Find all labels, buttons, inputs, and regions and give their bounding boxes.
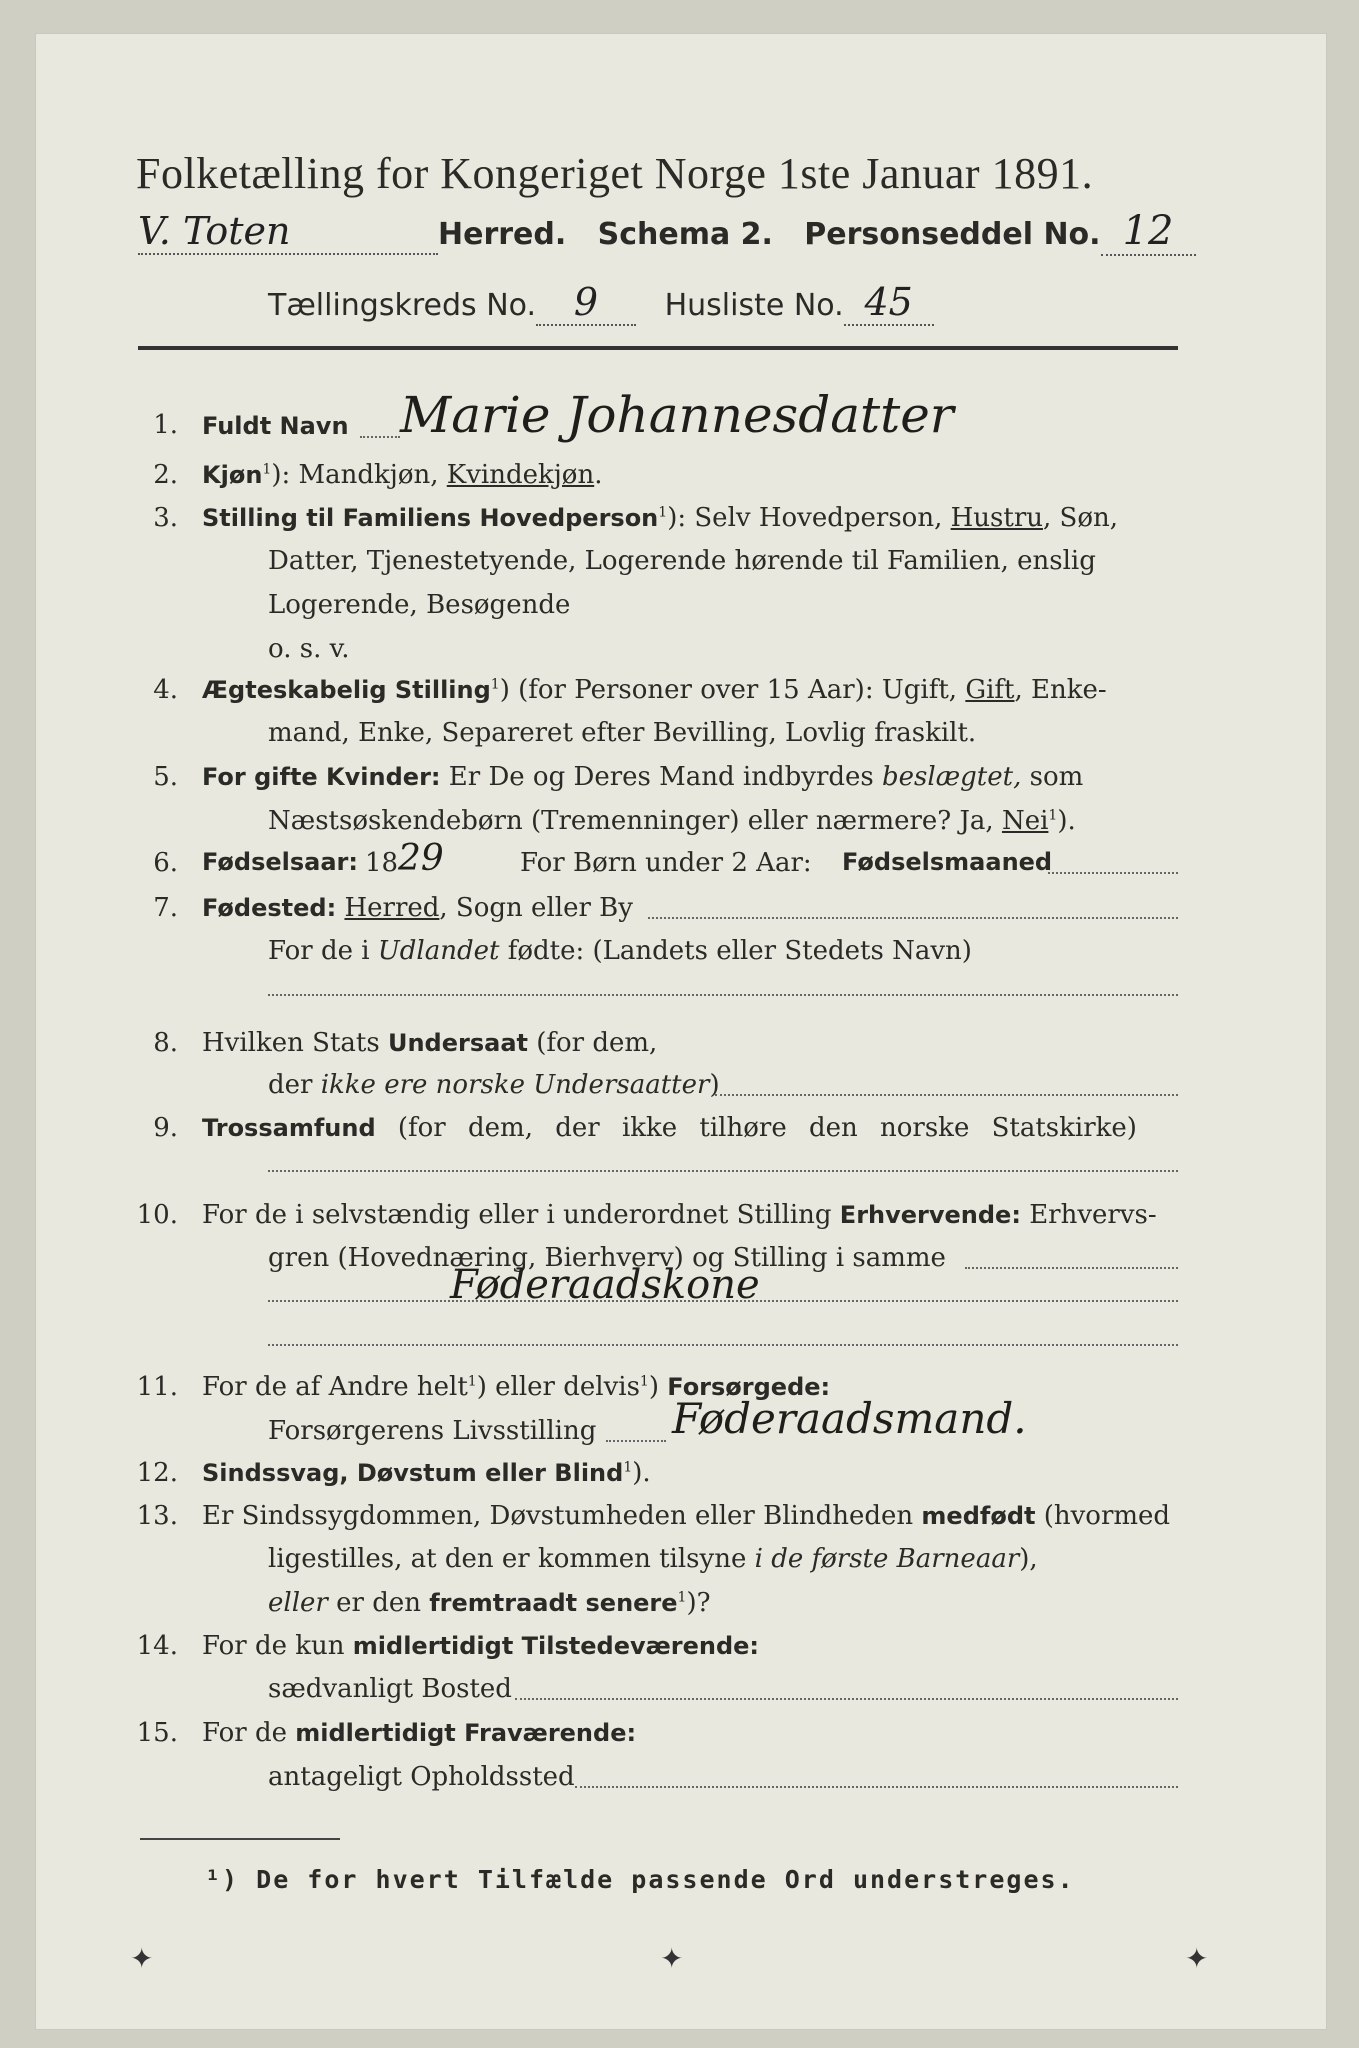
item-text: Hvilken Stats xyxy=(202,1028,388,1058)
item-text: ikke ere norske Undersaatter xyxy=(320,1070,710,1100)
handwritten-year: 29 xyxy=(398,838,444,879)
header-rule xyxy=(138,346,1178,350)
item-label: For gifte Kvinder: xyxy=(202,763,441,791)
item-number: 8. xyxy=(153,1028,178,1058)
header-line-herred xyxy=(138,208,1196,256)
footnote-ref: 1 xyxy=(639,1373,649,1390)
fill-line xyxy=(1048,872,1178,874)
item-text: ), xyxy=(1019,1544,1038,1574)
fill-line xyxy=(715,1094,1178,1096)
selected-option: Gift xyxy=(965,675,1015,705)
item-number: 2. xyxy=(153,460,178,490)
selected-option: Kvindekjøn xyxy=(446,460,595,490)
item-text: i de første Barneaar xyxy=(754,1544,1020,1574)
item-text: antageligt Opholdssted xyxy=(268,1762,575,1792)
footnote-ref: 1 xyxy=(490,676,500,693)
item-number: 14. xyxy=(136,1631,178,1661)
fill-line xyxy=(575,1786,1178,1788)
item-number: 7. xyxy=(153,893,178,923)
fill-line xyxy=(606,1440,666,1442)
item-text: ) (for Personer over 15 Aar): Ugift, xyxy=(499,675,966,705)
item-label: midlertidigt Fraværende: xyxy=(295,1719,637,1747)
item-label: midlertidigt Tilstedeværende: xyxy=(352,1632,760,1660)
item-number: 15. xyxy=(136,1718,178,1748)
item-text: som xyxy=(1021,762,1084,792)
item-text: (for dem, xyxy=(527,1028,658,1058)
item-number: 10. xyxy=(136,1200,178,1230)
husliste-value: 45 xyxy=(844,280,934,326)
item-text: (for dem, der ikke tilhøre den norske Statskirke) xyxy=(375,1113,1137,1143)
item-text: For Børn under 2 Aar: xyxy=(520,848,812,878)
year-prefix: 18 xyxy=(365,848,399,878)
item-text: Næstsøskendebørn (Tremenninger) eller nærmere? Ja, xyxy=(268,806,1002,836)
item-text: Datter, Tjenestetyende, Logerende hørende til Familien, enslig xyxy=(268,546,1096,576)
item-label: fremtraadt senere xyxy=(429,1589,678,1617)
fill-line xyxy=(515,1698,1178,1700)
item-label: Fuldt Navn xyxy=(202,412,349,440)
item-text: der xyxy=(268,1070,321,1100)
item-label: Fødested: xyxy=(202,894,337,922)
footnote-ref: 1 xyxy=(1048,807,1058,824)
item-number: 5. xyxy=(153,762,178,792)
personseddel-value: 12 xyxy=(1101,208,1196,256)
item-text: Erhvervs- xyxy=(1020,1200,1157,1230)
item-label: Forsørgede: xyxy=(667,1373,831,1401)
item-label: Sindssvag, Døvstum eller Blind xyxy=(202,1459,624,1487)
footnote-ref: 1 xyxy=(467,1373,477,1390)
item-text: ): Selv Hovedperson, xyxy=(667,503,951,533)
item-text: Forsørgerens Livsstilling xyxy=(268,1416,597,1446)
handwritten-occupation: Føderaadskone xyxy=(450,1262,760,1308)
item-text: . xyxy=(594,460,603,490)
item-text: o. s. v. xyxy=(268,634,350,664)
kreds-value: 9 xyxy=(536,280,636,326)
form-title: Folketælling for Kongeriget Norge 1ste Januar 1891. xyxy=(136,149,1094,198)
item-number: 13. xyxy=(136,1501,178,1531)
item-text: beslægtet, xyxy=(882,762,1022,792)
item-number: 11. xyxy=(136,1372,178,1402)
handwritten-provider-occupation: Føderaadsmand. xyxy=(672,1394,1027,1443)
registration-mark-icon: ✦ xyxy=(660,1942,684,1975)
fill-line xyxy=(360,436,400,438)
item-text: ). xyxy=(632,1458,651,1488)
handwritten-name: Marie Johannesdatter xyxy=(400,386,954,444)
item-text: )? xyxy=(686,1588,711,1618)
footnote-ref: 1 xyxy=(658,504,668,521)
item-text: For de xyxy=(202,1718,296,1748)
item-number: 6. xyxy=(153,848,178,878)
item-text: Udlandet xyxy=(377,936,500,966)
personseddel-label: Personseddel No. xyxy=(804,217,1101,252)
item-label: Fødselsmaaned xyxy=(842,848,1053,876)
item-text: ): Mandkjøn, xyxy=(271,460,447,490)
herred-value: V. Toten xyxy=(138,209,438,255)
item-text: ) xyxy=(709,1070,720,1100)
fill-line xyxy=(648,917,1178,919)
footnote: ¹) De for hvert Tilfælde passende Ord understreges. xyxy=(205,1865,1075,1894)
item-text: ligestilles, at den er kommen tilsyne xyxy=(268,1544,755,1574)
item-label: Stilling til Familiens Hovedperson xyxy=(202,504,659,532)
selected-option: Nei xyxy=(1001,806,1049,836)
footnote-ref: 1 xyxy=(677,1589,687,1606)
fill-line xyxy=(268,1170,1178,1172)
item-number: 3. xyxy=(153,503,178,533)
registration-mark-icon: ✦ xyxy=(1185,1942,1209,1975)
kreds-label: Tællingskreds No. xyxy=(268,288,536,323)
footnote-ref: 1 xyxy=(623,1459,633,1476)
item-label: Undersaat xyxy=(387,1029,528,1057)
item-label: Ægteskabelig Stilling xyxy=(202,676,491,704)
selected-option: Herred xyxy=(344,893,440,923)
item-text: , Sogn eller By xyxy=(439,893,633,923)
item-text: For de kun xyxy=(202,1631,353,1661)
footnote-rule xyxy=(140,1838,340,1840)
item-text: gren (Hovednæring, Bierhverv) og Stilling i samme xyxy=(268,1243,946,1273)
item-text: , Enke- xyxy=(1014,675,1107,705)
item-text: fødte: (Landets eller Stedets Navn) xyxy=(499,936,972,966)
item-text: , Søn, xyxy=(1043,503,1119,533)
item-text: ). xyxy=(1057,806,1076,836)
item-text: For de af Andre helt xyxy=(202,1372,468,1402)
item-number: 1. xyxy=(153,410,178,440)
item-text: Logerende, Besøgende xyxy=(268,590,571,620)
item-text: For de i selvstændig eller i underordnet Stilling xyxy=(202,1200,840,1230)
fill-line xyxy=(965,1267,1178,1269)
fill-line xyxy=(268,1344,1178,1346)
herred-label: Herred. xyxy=(438,217,567,252)
item-text: Er De og Deres Mand indbyrdes xyxy=(440,762,883,792)
footnote-ref: 1 xyxy=(262,461,272,478)
item-text: eller xyxy=(268,1588,328,1618)
item-label: Trossamfund xyxy=(202,1114,376,1142)
husliste-label: Husliste No. xyxy=(664,288,844,323)
item-number: 4. xyxy=(153,675,178,705)
schema-label: Schema 2. xyxy=(597,217,773,252)
item-text: er den xyxy=(327,1588,430,1618)
item-text: sædvanligt Bosted xyxy=(268,1674,512,1704)
item-text: For de i xyxy=(268,936,378,966)
item-text: (hvormed xyxy=(1035,1501,1171,1531)
item-label: Erhvervende: xyxy=(839,1201,1021,1229)
item-text: Er Sindssygdommen, Døvstumheden eller Blindheden xyxy=(202,1501,922,1531)
fill-line xyxy=(268,994,1178,996)
item-label: medfødt xyxy=(921,1502,1036,1530)
item-text: mand, Enke, Separeret efter Bevilling, Lovlig fraskilt. xyxy=(268,718,977,748)
item-label: Fødselsaar: xyxy=(202,848,358,876)
registration-mark-icon: ✦ xyxy=(130,1942,154,1975)
item-label: Kjøn xyxy=(202,461,263,489)
item-text: ) eller delvis xyxy=(476,1372,640,1402)
selected-option: Hustru xyxy=(950,503,1044,533)
item-number: 12. xyxy=(136,1458,178,1488)
item-number: 9. xyxy=(153,1113,178,1143)
header-line-kreds xyxy=(268,280,934,326)
